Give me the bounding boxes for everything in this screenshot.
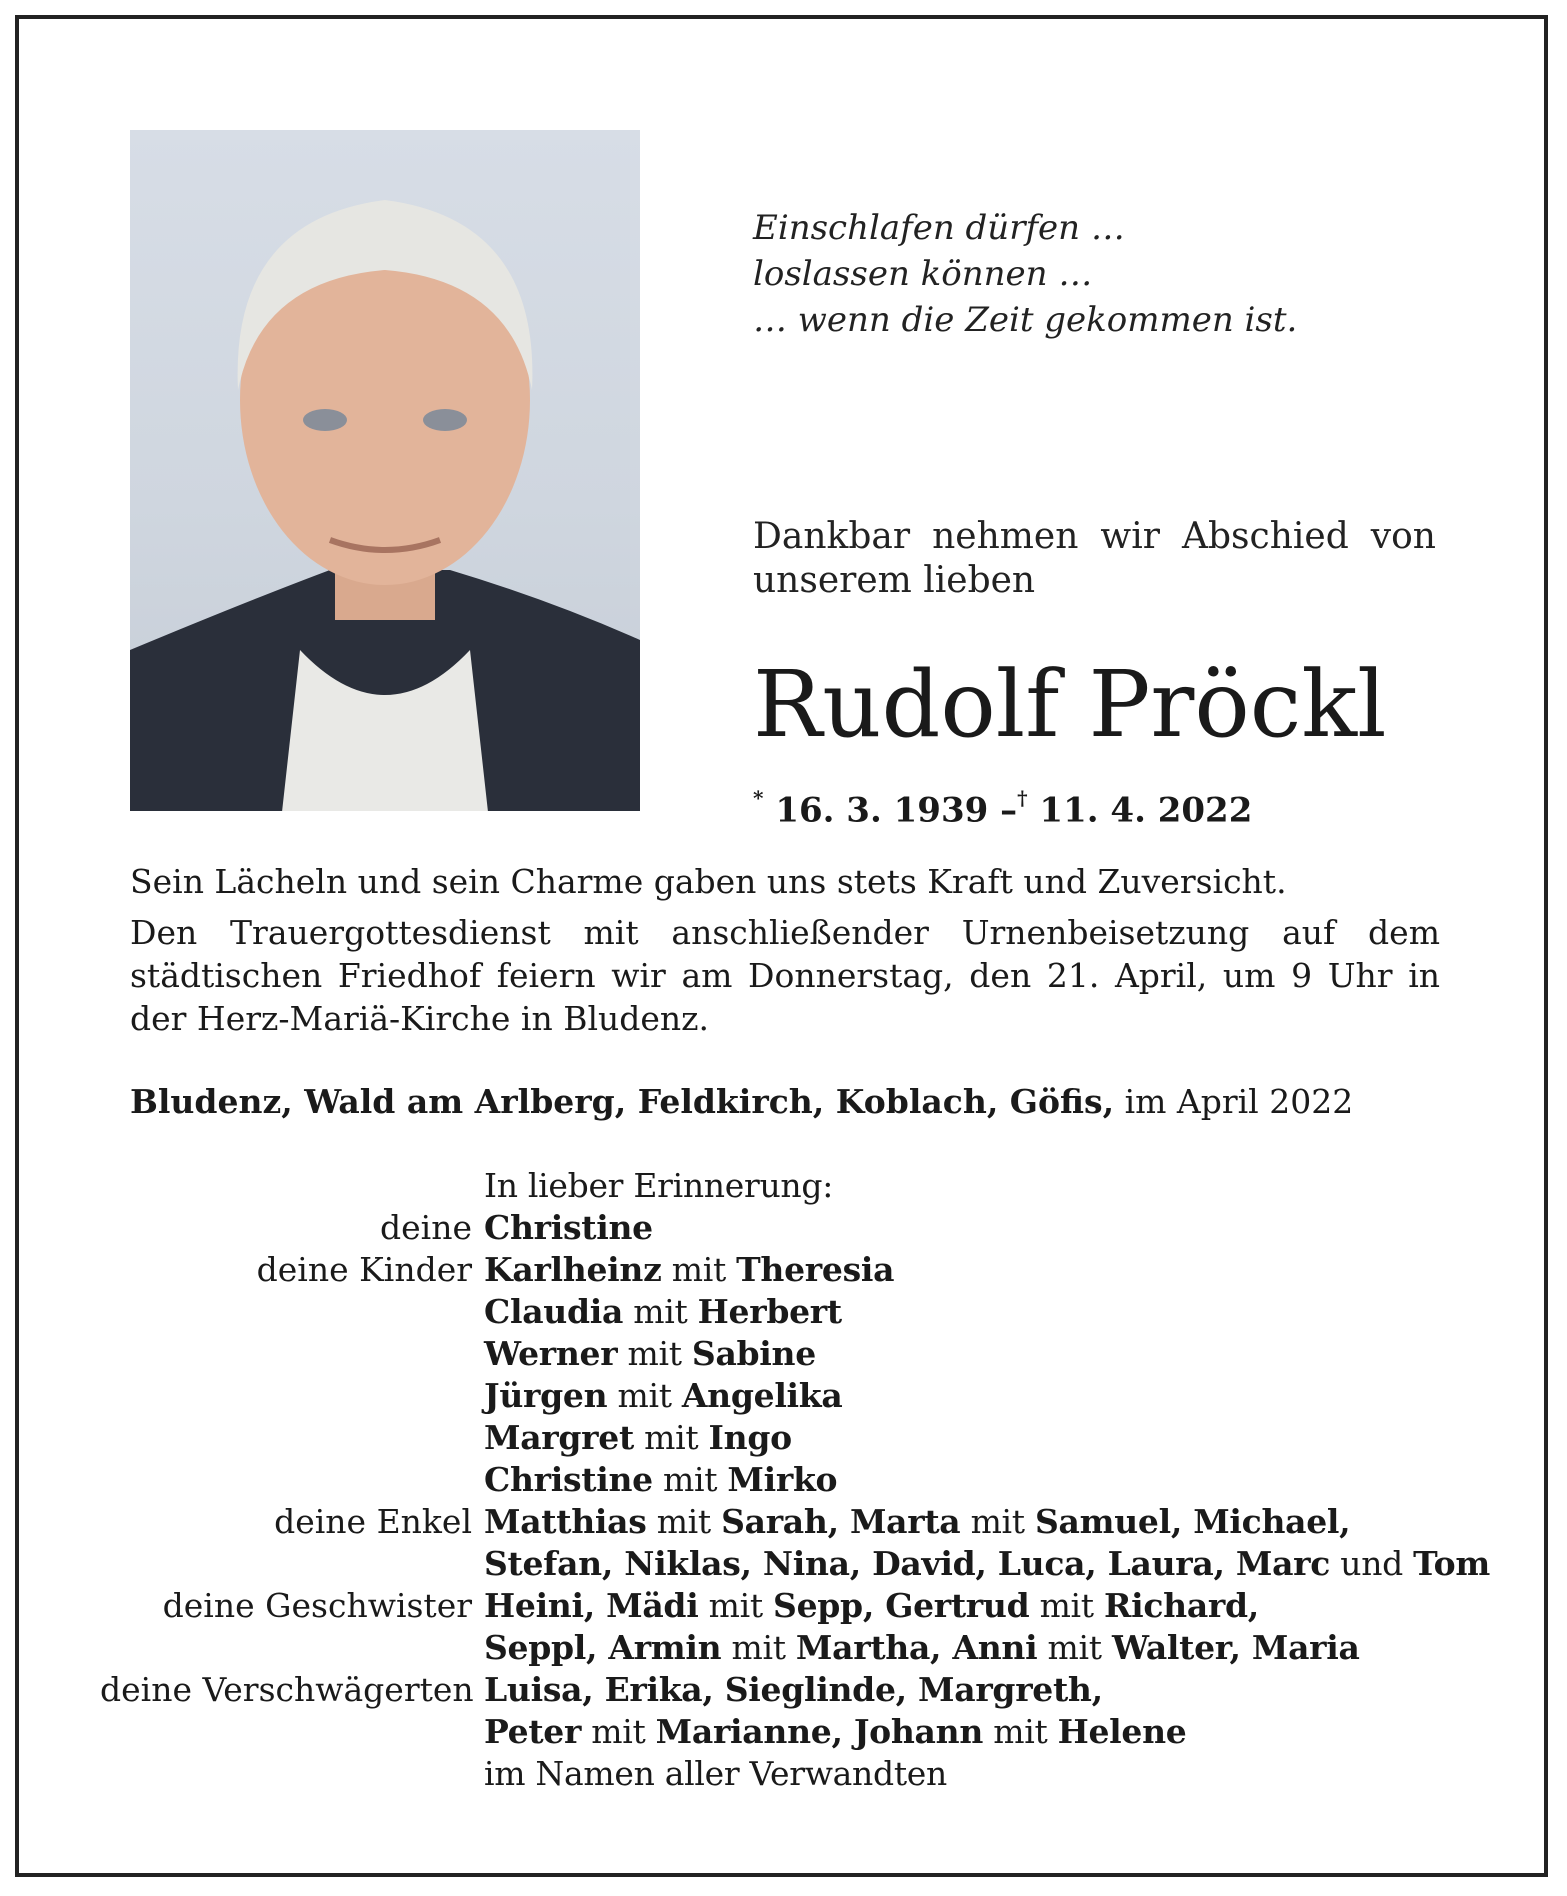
mourner-name: Margret [484, 1418, 634, 1457]
mourner-row [100, 1459, 1500, 1501]
mourner-name: Walter, Maria [1111, 1628, 1360, 1667]
mourner-row [100, 1711, 1500, 1753]
intro-text [753, 515, 1436, 603]
service-paragraph: Den Trauergottesdienst mit anschließender Urnenbeisetzung auf dem städtischen Friedhof feiern wir am Donnerstag, den 21. April, um 9 Uhr in der Herz-Mariä-Kirche in Bludenz. [130, 913, 1440, 1038]
mourner-names [484, 1543, 1490, 1585]
mourner-row [100, 1543, 1500, 1585]
mourner-name: Sabine [691, 1334, 816, 1373]
mourner-row [100, 1207, 1500, 1249]
intro-line: unserem lieben [753, 560, 1036, 601]
mourner-names [484, 1585, 1259, 1627]
mourner-names [484, 1291, 842, 1333]
mourner-connector: mit [721, 1628, 796, 1667]
mourner-row [100, 1417, 1500, 1459]
mourner-relation: deine Verschwägerten [100, 1670, 474, 1709]
mourner-name: Helene [1057, 1712, 1187, 1751]
mourner-relation [100, 1627, 484, 1669]
mourner-connector: mit [623, 1292, 698, 1331]
mourner-names [484, 1249, 894, 1291]
mourner-name: Christine [484, 1208, 653, 1247]
mourner-connector: mit [1029, 1586, 1104, 1625]
life-dates [753, 780, 1252, 832]
mourner-name: Tom [1413, 1544, 1490, 1583]
mourner-name: Marianne, Johann [655, 1712, 984, 1751]
mourner-row [100, 1375, 1500, 1417]
mourner-name: Matthias [484, 1502, 647, 1541]
mourner-names [484, 1333, 816, 1375]
mourner-relation [100, 1543, 484, 1585]
mourner-relation [100, 1333, 484, 1375]
mourner-row [100, 1669, 1500, 1711]
quote-line: … wenn die Zeit gekommen ist. [753, 300, 1298, 340]
mourners-heading-row [100, 1165, 1500, 1207]
mourner-names [484, 1207, 653, 1249]
mourner-relation [100, 1711, 484, 1753]
mourner-row [100, 1333, 1500, 1375]
notice-body [130, 860, 1440, 1040]
deceased-name: Rudolf Pröckl [753, 651, 1387, 758]
mourner-row [100, 1291, 1500, 1333]
mourner-name: Ingo [708, 1418, 792, 1457]
mourner-names [484, 1627, 1360, 1669]
mourner-names [484, 1375, 842, 1417]
mourner-name: Christine [484, 1460, 653, 1499]
mourner-relation: deine Geschwister [162, 1586, 472, 1625]
mourner-connector: mit [581, 1712, 656, 1751]
quote-line: Einschlafen dürfen … [753, 208, 1125, 248]
mourner-name: Stefan, Niklas, Nina, David, Luca, Laura, Marc [484, 1544, 1331, 1583]
mourner-row [100, 1753, 1500, 1795]
mourner-name: Richard, [1103, 1586, 1259, 1625]
mourner-names [484, 1417, 792, 1459]
mourner-connector: im Namen aller Verwandten [484, 1754, 947, 1793]
mourner-name: Peter [484, 1712, 582, 1751]
places-names: Bludenz, Wald am Arlberg, Feldkirch, Koblach, Göfis, [130, 1082, 1115, 1121]
birth-mark: * [753, 786, 764, 810]
mourner-connector: mit [1037, 1628, 1112, 1667]
mourner-name: Jürgen [484, 1376, 608, 1415]
mourner-name: Luisa, Erika, Sieglinde, Margreth, [484, 1670, 1103, 1709]
mourner-names [484, 1669, 1103, 1711]
mourner-name: Herbert [697, 1292, 842, 1331]
mourner-name: Sarah, Marta [721, 1502, 961, 1541]
mourner-row [100, 1249, 1500, 1291]
date-separator: – [1000, 790, 1018, 831]
mourner-rows [100, 1207, 1500, 1795]
mourner-relation [100, 1291, 484, 1333]
mourner-name: Karlheinz [484, 1250, 662, 1289]
mourner-name: Claudia [484, 1292, 624, 1331]
birth-date: 16. 3. 1939 [775, 790, 989, 831]
mourner-row [100, 1585, 1500, 1627]
places-line [130, 1080, 1353, 1124]
mourner-connector: mit [646, 1502, 722, 1541]
mourner-name: Seppl, Armin [484, 1628, 722, 1667]
mourner-name: Werner [484, 1334, 618, 1373]
death-mark: † [1017, 786, 1028, 810]
mourner-names [484, 1501, 1350, 1543]
mourner-relation [100, 1459, 484, 1501]
quote-block [753, 205, 1297, 343]
mourner-row [100, 1501, 1500, 1543]
quote-line: loslassen können … [753, 254, 1093, 294]
places-date: im April 2022 [1124, 1082, 1354, 1121]
mourner-name: Martha, Anni [795, 1628, 1038, 1667]
mourner-connector: mit [960, 1502, 1035, 1541]
mourner-relation [100, 1375, 484, 1417]
mourner-names [484, 1753, 947, 1795]
portrait-photo [130, 130, 640, 811]
mourner-relation: deine Kinder [256, 1250, 472, 1289]
tribute-paragraph: Sein Lächeln und sein Charme gaben uns stets Kraft und Zuversicht. [130, 862, 1287, 901]
death-date: 11. 4. 2022 [1039, 790, 1253, 831]
mourners-heading: In lieber Erinnerung: [484, 1166, 834, 1205]
mourner-relation: deine [380, 1208, 472, 1247]
mourner-name: Heini, Mädi [484, 1586, 699, 1625]
intro-line: Dankbar nehmen wir Abschied von [753, 516, 1436, 557]
mourner-row [100, 1627, 1500, 1669]
mourner-name: Angelika [681, 1376, 843, 1415]
mourner-connector: mit [661, 1250, 737, 1289]
mourner-name: Sepp, Gertrud [773, 1586, 1030, 1625]
mourner-name: Mirko [727, 1460, 838, 1499]
mourners-label [100, 1165, 484, 1207]
mourners-list [100, 1165, 1500, 1795]
mourner-name: Samuel, Michael, [1034, 1502, 1351, 1541]
mourner-connector: mit [617, 1334, 692, 1373]
mourner-connector: mit [983, 1712, 1058, 1751]
mourner-relation [100, 1753, 484, 1795]
mourner-names [484, 1711, 1187, 1753]
mourner-connector: mit [633, 1418, 709, 1457]
mourner-connector: mit [698, 1586, 774, 1625]
mourner-name: Theresia [736, 1250, 895, 1289]
mourner-relation [100, 1417, 484, 1459]
mourner-connector: mit [607, 1376, 682, 1415]
mourner-connector: mit [652, 1460, 728, 1499]
mourner-names [484, 1459, 837, 1501]
mourner-connector: und [1330, 1544, 1414, 1583]
mourner-relation: deine Enkel [274, 1502, 472, 1541]
portrait-illustration [130, 130, 640, 811]
